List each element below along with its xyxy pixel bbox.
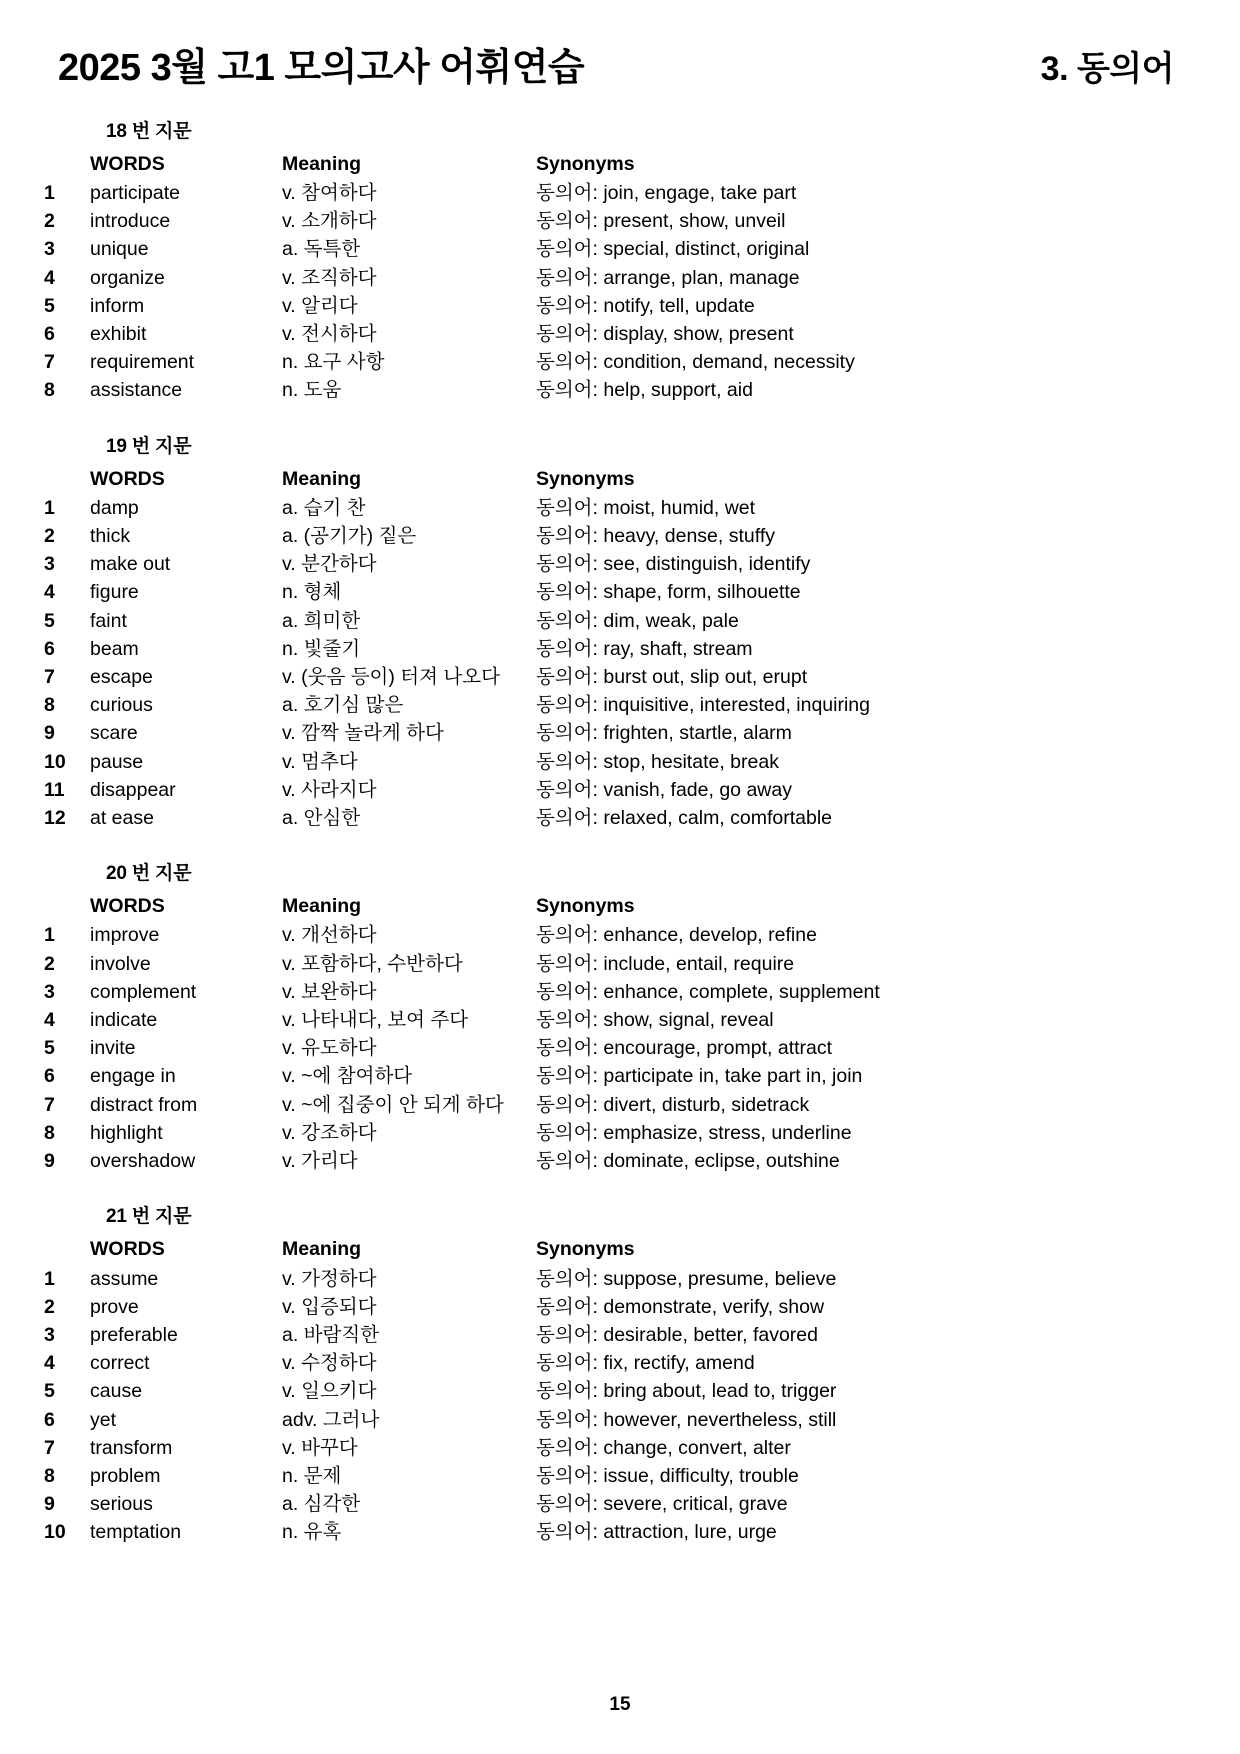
row-word: overshadow bbox=[90, 1150, 196, 1173]
row-word: yet bbox=[90, 1408, 117, 1431]
row-number: 8 bbox=[44, 1464, 55, 1487]
table-row bbox=[44, 1034, 1196, 1062]
vocab-table-body bbox=[44, 1265, 1196, 1547]
vocab-table-body bbox=[44, 179, 1196, 405]
row-number: 12 bbox=[44, 807, 66, 830]
row-meaning: n. 도움 bbox=[282, 379, 342, 402]
row-meaning: adv. 그러나 bbox=[282, 1408, 380, 1431]
row-number: 6 bbox=[44, 637, 55, 660]
row-meaning: v. 일으키다 bbox=[282, 1380, 377, 1403]
row-synonyms: 동의어: heavy, dense, stuffy bbox=[536, 525, 775, 548]
row-meaning: v. 수정하다 bbox=[282, 1352, 377, 1375]
row-synonyms: 동의어: emphasize, stress, underline bbox=[536, 1121, 852, 1144]
row-synonyms: 동의어: moist, humid, wet bbox=[536, 496, 756, 519]
table-row bbox=[44, 950, 1196, 978]
row-number: 3 bbox=[44, 238, 55, 261]
row-meaning: v. 나타내다, 보여 주다 bbox=[282, 1009, 469, 1032]
row-meaning: v. 참여하다 bbox=[282, 182, 377, 204]
row-word: participate bbox=[90, 182, 180, 204]
row-meaning: n. 문제 bbox=[282, 1464, 342, 1487]
row-synonyms: 동의어: help, support, aid bbox=[536, 379, 753, 402]
row-meaning: a. 심각한 bbox=[282, 1493, 361, 1516]
row-meaning: v. (웃음 등이) 터져 나오다 bbox=[282, 666, 500, 689]
row-word: serious bbox=[90, 1493, 153, 1516]
row-meaning: v. 깜짝 놀라게 하다 bbox=[282, 722, 444, 745]
row-meaning: v. 유도하다 bbox=[282, 1037, 377, 1060]
table-row bbox=[44, 494, 1196, 522]
row-number: 6 bbox=[44, 1408, 55, 1431]
table-row bbox=[44, 663, 1196, 691]
row-word: problem bbox=[90, 1464, 161, 1487]
table-row bbox=[44, 1293, 1196, 1321]
section-title: 19 번 지문 bbox=[106, 435, 192, 457]
row-meaning: n. 빛줄기 bbox=[282, 637, 361, 660]
row-meaning: a. 안심한 bbox=[282, 807, 361, 830]
row-number: 10 bbox=[44, 750, 66, 773]
row-word: cause bbox=[90, 1380, 143, 1403]
row-number: 11 bbox=[44, 778, 65, 801]
row-meaning: v. 바꾸다 bbox=[282, 1436, 358, 1459]
row-word: curious bbox=[90, 694, 153, 717]
row-meaning: v. 분간하다 bbox=[282, 553, 377, 576]
vocab-section-1 bbox=[44, 116, 1196, 405]
row-synonyms: 동의어: display, show, present bbox=[536, 323, 794, 346]
row-number: 2 bbox=[44, 1295, 55, 1318]
row-number: 4 bbox=[44, 1352, 55, 1375]
row-word: invite bbox=[90, 1037, 136, 1060]
column-header-synonyms: Synonyms bbox=[536, 1238, 635, 1261]
row-synonyms: 동의어: divert, disturb, sidetrack bbox=[536, 1093, 810, 1116]
row-number: 5 bbox=[44, 294, 55, 317]
table-row bbox=[44, 1006, 1196, 1034]
row-word: correct bbox=[90, 1352, 150, 1375]
row-word: at ease bbox=[90, 807, 154, 830]
row-word: complement bbox=[90, 980, 197, 1003]
column-header-meaning: Meaning bbox=[282, 467, 362, 490]
row-synonyms: 동의어: demonstrate, verify, show bbox=[536, 1295, 825, 1318]
row-number: 5 bbox=[44, 609, 55, 632]
table-row bbox=[44, 719, 1196, 747]
row-meaning: v. 멈추다 bbox=[282, 750, 358, 773]
vocab-table bbox=[44, 892, 1196, 1175]
row-number: 9 bbox=[44, 1150, 55, 1173]
row-word: faint bbox=[90, 609, 127, 632]
row-synonyms: 동의어: notify, tell, update bbox=[536, 294, 755, 317]
row-word: preferable bbox=[90, 1323, 178, 1346]
vocab-section-2 bbox=[44, 431, 1196, 833]
row-meaning: v. 입증되다 bbox=[282, 1295, 377, 1318]
row-synonyms: 동의어: bring about, lead to, trigger bbox=[536, 1380, 837, 1403]
table-row bbox=[44, 1377, 1196, 1405]
row-word: highlight bbox=[90, 1121, 163, 1144]
row-number: 5 bbox=[44, 1037, 55, 1060]
row-word: prove bbox=[90, 1295, 139, 1318]
table-row bbox=[44, 1321, 1196, 1349]
table-row bbox=[44, 235, 1196, 263]
row-synonyms: 동의어: enhance, complete, supplement bbox=[536, 980, 880, 1003]
row-meaning: v. 가정하다 bbox=[282, 1267, 377, 1290]
row-synonyms: 동의어: stop, hesitate, break bbox=[536, 750, 779, 773]
column-header-words: WORDS bbox=[90, 895, 165, 918]
row-word: engage in bbox=[90, 1065, 176, 1088]
table-row bbox=[44, 264, 1196, 292]
row-synonyms: 동의어: include, entail, require bbox=[536, 952, 795, 975]
page-footer bbox=[0, 1694, 1240, 1716]
row-number: 5 bbox=[44, 1380, 55, 1403]
row-word: inform bbox=[90, 294, 145, 317]
row-word: improve bbox=[90, 924, 160, 947]
table-row bbox=[44, 179, 1196, 207]
column-header-meaning: Meaning bbox=[282, 152, 362, 175]
table-row bbox=[44, 1462, 1196, 1490]
page-subtitle: 3. 동의어 bbox=[1040, 50, 1174, 88]
row-number: 8 bbox=[44, 1121, 55, 1144]
page-number: 15 bbox=[609, 1694, 631, 1715]
vocab-table bbox=[44, 150, 1196, 405]
table-row bbox=[44, 1349, 1196, 1377]
row-number: 1 bbox=[44, 924, 55, 947]
row-number: 4 bbox=[44, 581, 55, 604]
row-number: 7 bbox=[44, 351, 55, 374]
row-meaning: v. 가리다 bbox=[282, 1150, 358, 1173]
row-number: 8 bbox=[44, 694, 55, 717]
row-synonyms: 동의어: issue, difficulty, trouble bbox=[536, 1464, 799, 1487]
table-row bbox=[44, 320, 1196, 348]
table-row bbox=[44, 748, 1196, 776]
vocab-table-body bbox=[44, 494, 1196, 832]
row-synonyms: 동의어: participate in, take part in, join bbox=[536, 1065, 863, 1088]
row-number: 9 bbox=[44, 1493, 55, 1516]
table-header-row bbox=[44, 892, 1196, 921]
row-number: 1 bbox=[44, 496, 55, 519]
row-number: 3 bbox=[44, 553, 55, 576]
table-row bbox=[44, 607, 1196, 635]
row-synonyms: 동의어: join, engage, take part bbox=[536, 182, 797, 204]
row-word: organize bbox=[90, 266, 165, 289]
row-meaning: v. 전시하다 bbox=[282, 323, 377, 346]
table-row bbox=[44, 1147, 1196, 1175]
row-synonyms: 동의어: however, nevertheless, still bbox=[536, 1408, 837, 1431]
column-header-meaning: Meaning bbox=[282, 1238, 362, 1261]
row-synonyms: 동의어: ray, shaft, stream bbox=[536, 637, 753, 660]
row-synonyms: 동의어: arrange, plan, manage bbox=[536, 266, 800, 289]
table-row bbox=[44, 1265, 1196, 1293]
column-header-synonyms: Synonyms bbox=[536, 895, 635, 918]
row-word: beam bbox=[90, 637, 139, 660]
column-header-words: WORDS bbox=[90, 152, 165, 175]
row-meaning: v. 보완하다 bbox=[282, 980, 377, 1003]
row-synonyms: 동의어: enhance, develop, refine bbox=[536, 924, 817, 947]
row-number: 2 bbox=[44, 525, 55, 548]
row-number: 7 bbox=[44, 1436, 55, 1459]
column-header-synonyms: Synonyms bbox=[536, 152, 635, 175]
row-number: 3 bbox=[44, 1323, 55, 1346]
table-row bbox=[44, 522, 1196, 550]
sections-container bbox=[44, 116, 1196, 1547]
row-meaning: a. 독특한 bbox=[282, 238, 361, 261]
column-header-number bbox=[44, 892, 90, 921]
column-header-number bbox=[44, 1235, 90, 1264]
vocab-table bbox=[44, 1235, 1196, 1546]
row-word: assume bbox=[90, 1267, 159, 1290]
row-number: 6 bbox=[44, 1065, 55, 1088]
row-word: damp bbox=[90, 496, 139, 519]
row-number: 4 bbox=[44, 1009, 55, 1032]
row-meaning: n. 요구 사항 bbox=[282, 351, 385, 374]
row-synonyms: 동의어: attraction, lure, urge bbox=[536, 1521, 777, 1544]
row-synonyms: 동의어: frighten, startle, alarm bbox=[536, 722, 792, 745]
table-row bbox=[44, 348, 1196, 376]
row-number: 2 bbox=[44, 952, 55, 975]
row-meaning: v. 개선하다 bbox=[282, 924, 377, 947]
table-header-row bbox=[44, 150, 1196, 179]
row-synonyms: 동의어: see, distinguish, identify bbox=[536, 553, 811, 576]
table-row bbox=[44, 1062, 1196, 1090]
row-word: escape bbox=[90, 666, 153, 689]
table-row bbox=[44, 978, 1196, 1006]
row-synonyms: 동의어: dim, weak, pale bbox=[536, 609, 739, 632]
table-row bbox=[44, 1490, 1196, 1518]
row-number: 2 bbox=[44, 210, 55, 233]
table-row bbox=[44, 207, 1196, 235]
column-header-number bbox=[44, 465, 90, 494]
table-row bbox=[44, 1119, 1196, 1147]
table-row bbox=[44, 804, 1196, 832]
row-number: 7 bbox=[44, 1093, 55, 1116]
row-meaning: a. 습기 찬 bbox=[282, 496, 366, 519]
row-number: 9 bbox=[44, 722, 55, 745]
row-synonyms: 동의어: desirable, better, favored bbox=[536, 1323, 818, 1346]
row-synonyms: 동의어: encourage, prompt, attract bbox=[536, 1037, 833, 1060]
table-row bbox=[44, 691, 1196, 719]
table-header-row bbox=[44, 1235, 1196, 1264]
vocab-section-4 bbox=[44, 1201, 1196, 1546]
row-word: scare bbox=[90, 722, 138, 745]
row-number: 8 bbox=[44, 379, 55, 402]
row-number: 1 bbox=[44, 1267, 55, 1290]
row-synonyms: 동의어: condition, demand, necessity bbox=[536, 351, 855, 374]
row-meaning: n. 유혹 bbox=[282, 1521, 342, 1544]
column-header-meaning: Meaning bbox=[282, 895, 362, 918]
row-meaning: v. 조직하다 bbox=[282, 266, 377, 289]
row-synonyms: 동의어: present, show, unveil bbox=[536, 210, 786, 233]
row-word: distract from bbox=[90, 1093, 198, 1116]
row-synonyms: 동의어: vanish, fade, go away bbox=[536, 778, 792, 801]
vocab-section-3 bbox=[44, 858, 1196, 1175]
row-synonyms: 동의어: show, signal, reveal bbox=[536, 1009, 774, 1032]
column-header-words: WORDS bbox=[90, 1238, 165, 1261]
column-header-number bbox=[44, 150, 90, 179]
row-word: make out bbox=[90, 553, 171, 576]
row-word: indicate bbox=[90, 1009, 158, 1032]
table-row bbox=[44, 1518, 1196, 1546]
row-meaning: n. 형체 bbox=[282, 581, 342, 604]
row-word: unique bbox=[90, 238, 149, 261]
section-title: 20 번 지문 bbox=[106, 863, 192, 885]
row-word: transform bbox=[90, 1436, 173, 1459]
table-row bbox=[44, 1434, 1196, 1462]
row-synonyms: 동의어: dominate, eclipse, outshine bbox=[536, 1150, 840, 1173]
vocab-table-body bbox=[44, 921, 1196, 1175]
row-synonyms: 동의어: shape, form, silhouette bbox=[536, 581, 801, 604]
row-meaning: v. 소개하다 bbox=[282, 210, 377, 233]
row-synonyms: 동의어: burst out, slip out, erupt bbox=[536, 666, 808, 689]
row-meaning: a. (공기가) 짙은 bbox=[282, 525, 417, 548]
row-synonyms: 동의어: change, convert, alter bbox=[536, 1436, 791, 1459]
row-word: involve bbox=[90, 952, 151, 975]
table-row bbox=[44, 635, 1196, 663]
row-word: figure bbox=[90, 581, 139, 604]
row-synonyms: 동의어: fix, rectify, amend bbox=[536, 1352, 755, 1375]
row-meaning: v. 강조하다 bbox=[282, 1121, 377, 1144]
row-number: 4 bbox=[44, 266, 55, 289]
row-synonyms: 동의어: special, distinct, original bbox=[536, 238, 810, 261]
row-meaning: v. ~에 집중이 안 되게 하다 bbox=[282, 1093, 504, 1116]
row-meaning: a. 희미한 bbox=[282, 609, 361, 632]
row-meaning: v. 포함하다, 수반하다 bbox=[282, 952, 463, 975]
page-header bbox=[44, 48, 1196, 90]
section-title: 21 번 지문 bbox=[106, 1206, 192, 1228]
row-synonyms: 동의어: inquisitive, interested, inquiring bbox=[536, 694, 870, 717]
table-row bbox=[44, 292, 1196, 320]
row-meaning: a. 바람직한 bbox=[282, 1323, 380, 1346]
row-synonyms: 동의어: relaxed, calm, comfortable bbox=[536, 807, 833, 830]
row-meaning: v. 사라지다 bbox=[282, 778, 377, 801]
row-synonyms: 동의어: severe, critical, grave bbox=[536, 1493, 788, 1516]
row-word: pause bbox=[90, 750, 144, 773]
row-word: disappear bbox=[90, 778, 176, 801]
row-meaning: a. 호기심 많은 bbox=[282, 694, 404, 717]
row-number: 10 bbox=[44, 1521, 66, 1544]
column-header-synonyms: Synonyms bbox=[536, 467, 635, 490]
row-word: requirement bbox=[90, 351, 195, 374]
row-synonyms: 동의어: suppose, presume, believe bbox=[536, 1267, 837, 1290]
row-word: introduce bbox=[90, 210, 171, 233]
table-row bbox=[44, 376, 1196, 404]
row-number: 6 bbox=[44, 323, 55, 346]
row-word: exhibit bbox=[90, 323, 147, 346]
vocab-table bbox=[44, 465, 1196, 833]
row-meaning: v. ~에 참여하다 bbox=[282, 1065, 413, 1088]
row-meaning: v. 알리다 bbox=[282, 294, 358, 317]
table-row bbox=[44, 921, 1196, 949]
table-row bbox=[44, 1091, 1196, 1119]
row-number: 1 bbox=[44, 182, 55, 204]
row-word: temptation bbox=[90, 1521, 182, 1544]
table-header-row bbox=[44, 465, 1196, 494]
row-word: thick bbox=[90, 525, 131, 548]
row-number: 7 bbox=[44, 666, 55, 689]
table-row bbox=[44, 578, 1196, 606]
table-row bbox=[44, 776, 1196, 804]
column-header-words: WORDS bbox=[90, 467, 165, 490]
page-title: 2025 3월 고1 모의고사 어휘연습 bbox=[58, 47, 585, 89]
row-number: 3 bbox=[44, 980, 55, 1003]
section-title: 18 번 지문 bbox=[106, 120, 192, 142]
row-word: assistance bbox=[90, 379, 183, 402]
table-row bbox=[44, 1406, 1196, 1434]
table-row bbox=[44, 550, 1196, 578]
